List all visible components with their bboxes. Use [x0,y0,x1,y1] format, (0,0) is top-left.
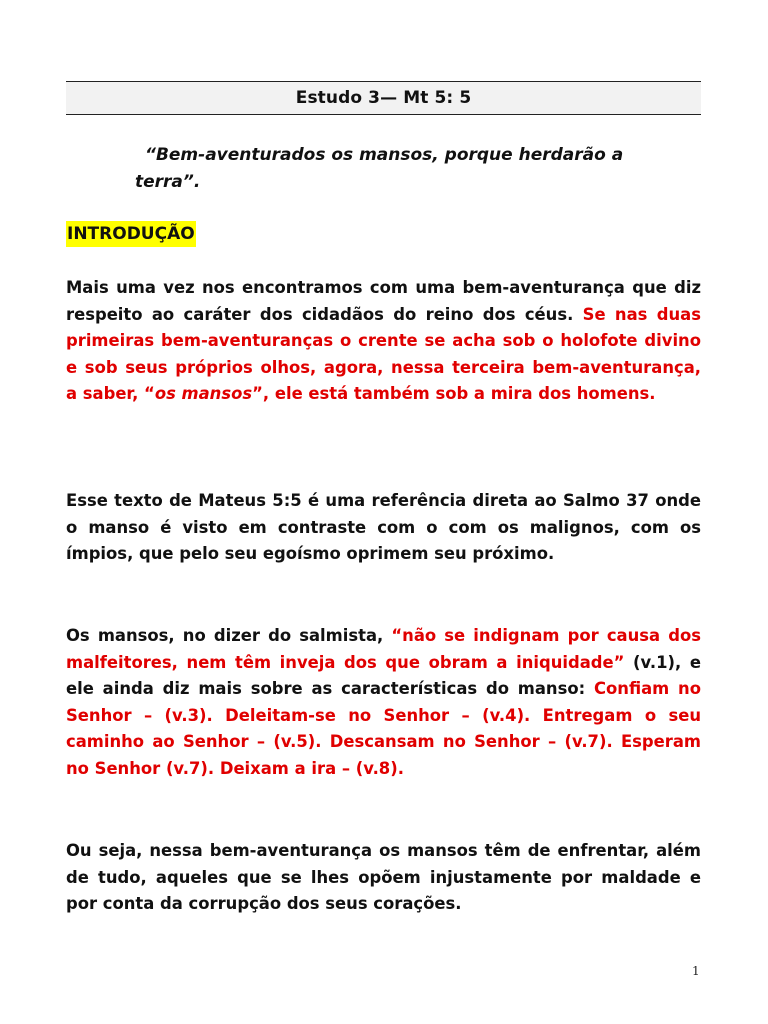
epigraph-quote: “Bem-aventurados os mansos, porque herdarão a terra”. [135,145,624,192]
paragraph-4 [66,838,701,918]
paragraph-2 [66,488,701,568]
paragraph-3-quote: “não se indignam por causa dos malfeitores, nem têm inveja dos que obram a iniquidade” [66,626,701,672]
paragraph-1-emphasis: Se nas duas primeiras bem-aventuranças o crente se acha sob o holofote divino e sob seus próprios olhos, agora, nessa terceira bem-aventurança, a saber, “ [66,304,701,404]
paragraph-3 [66,623,701,783]
paragraph-3-text: Os mansos, no dizer do salmista, [66,626,392,645]
paragraph-1-text: Mais uma vez nos encontramos com uma bem-aventurança que diz respeito ao caráter dos cidadãos do reino dos céus. [66,278,701,324]
paragraph-1-emphasis-end: ”, ele está também sob a mira dos homens. [252,384,656,404]
title-bar [66,81,701,115]
paragraph-4-text: Ou seja, nessa bem-aventurança os mansos têm de enfrentar, além de tudo, aqueles que se lhes opõem injustamente por maldade e por conta da corrupção dos seus corações. [66,841,701,914]
page-title: Estudo 3— Mt 5: 5 [295,88,472,108]
section-heading-introduction: INTRODUÇÃO [66,221,196,247]
paragraph-1 [66,275,701,408]
page-number: 1 [692,964,700,978]
paragraph-1-italic-term: os mansos [154,384,253,404]
paragraph-3-characteristics: Confiam no Senhor – (v.3). Deleitam-se no Senhor – (v.4). Entregam o seu caminho ao Senhor – (v.5). Descansam no Senhor – (v.7). Esperam no Senhor (v.7). Deixam a ira – (v.8). [66,679,701,778]
paragraph-3-text-middle: (v.1), e ele ainda diz mais sobre as características do manso: [66,652,701,699]
paragraph-2-text: Esse texto de Mateus 5:5 é uma referência direta ao Salmo 37 onde o manso é visto em contraste com o com os malignos, com os ímpios, que pelo seu egoísmo oprimem seu próximo. [66,491,701,564]
